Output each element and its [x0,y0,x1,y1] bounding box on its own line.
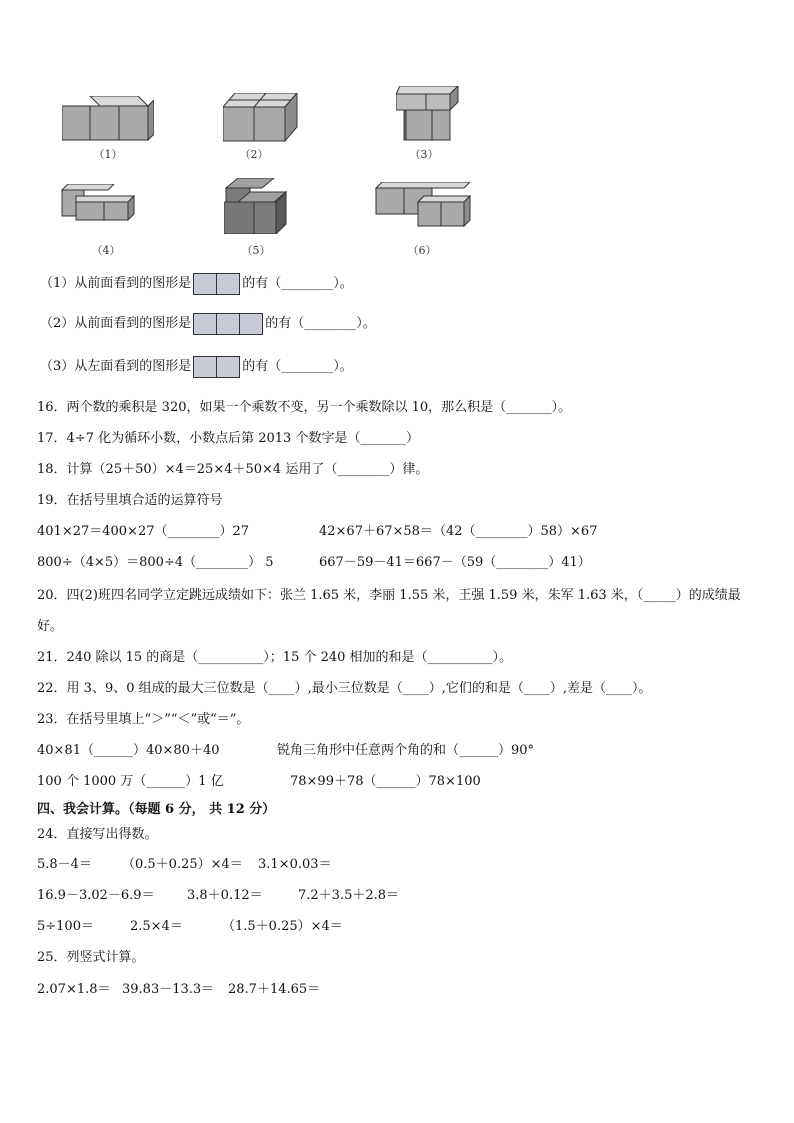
question-23-title: 23．在括号里填上“＞”“＜”或“＝”。 [37,712,250,727]
calc-item: （1.5＋0.25）×4＝ [222,919,343,934]
calc-item: 3.8＋0.12＝ [187,888,263,903]
calc-item: 2.5×4＝ [130,919,183,934]
vertical-calc-item: 39.83－13.3＝ [122,982,215,997]
q15-item-2: （2）从前面看到的图形是 的有（________）。 [40,312,376,336]
question-19-d: 667－59－41＝667－（59（________）41） [319,555,591,570]
vertical-calc-item: 2.07×1.8＝ [37,982,111,997]
cube-figure-4 [60,184,136,222]
cube-figure-6 [374,182,472,228]
calc-item: 7.2＋3.5＋2.8＝ [298,888,400,903]
question-23-a: 40×81（______）40×80＋40 [37,743,220,758]
cube-figure-2 [223,93,299,142]
figure-caption-4: （4） [91,244,121,257]
figure-caption-2: （2） [239,148,269,161]
figure-caption-5: （5） [241,244,271,257]
figure-caption-1: （1） [93,148,123,161]
cube-figure-1 [62,96,154,142]
q15-item-1: （1）从前面看到的图形是 的有（________）。 [40,272,353,296]
calc-item: 5÷100＝ [37,919,94,934]
question-16: 16．两个数的乘积是 320，如果一个乘数不变，另一个乘数除以 10，那么积是（_______）。 [37,400,572,415]
cube-figure-3 [396,86,462,142]
question-22: 22．用 3、9、0 组成的最大三位数是（____）,最小三位数是（____）,它们的和是（____）,差是（____）。 [37,681,652,696]
question-19-c: 800÷（4×5）＝800÷4（________） 5 [37,555,274,570]
question-23-b: 锐角三角形中任意两个角的和（______）90° [277,743,535,758]
question-24-title: 24．直接写出得数。 [37,827,158,842]
figure-caption-6: （6） [407,244,437,257]
question-21: 21．240 除以 15 的商是（__________）；15 个 240 相加的和是（__________）。 [37,650,513,665]
question-18: 18．计算（25＋50）×4＝25×4＋50×4 运用了（________）律。 [37,462,429,477]
question-25-title: 25．列竖式计算。 [37,950,145,965]
calc-item: 5.8－4＝ [37,857,92,872]
calc-item: 16.9－3.02－6.9＝ [37,888,155,903]
three-squares-shape [193,313,263,335]
two-squares-shape [193,356,240,378]
question-17: 17．4÷7 化为循环小数，小数点后第 2013 个数字是（_______） [37,431,419,446]
question-19-title: 19．在括号里填合适的运算符号 [37,493,223,508]
question-23-c: 100 个 1000 万（______）1 亿 [37,774,224,789]
vertical-calc-item: 28.7＋14.65＝ [228,982,321,997]
figure-caption-3: （3） [409,148,439,161]
q15-item-3: （3）从左面看到的图形是 的有（________）。 [40,355,353,379]
section-4-heading: 四、我会计算。（每题 6 分， 共 12 分） [37,802,276,817]
question-19-b: 42×67＋67×58＝（42（________）58）×67 [319,524,598,539]
cube-figure-5 [224,178,290,234]
question-20-line2: 好。 [37,619,64,634]
two-squares-shape [193,273,240,295]
calc-item: （0.5＋0.25）×4＝ [122,857,243,872]
calc-item: 3.1×0.03＝ [258,857,332,872]
question-23-d: 78×99＋78（______）78×100 [290,774,481,789]
question-19-a: 401×27＝400×27（________）27 [37,524,250,539]
question-20-line1: 20．四(2)班四名同学立定跳远成绩如下：张兰 1.65 米，李丽 1.55 米，王强 1.59 米，朱军 1.63 米，（_____）的成绩最 [37,588,741,603]
